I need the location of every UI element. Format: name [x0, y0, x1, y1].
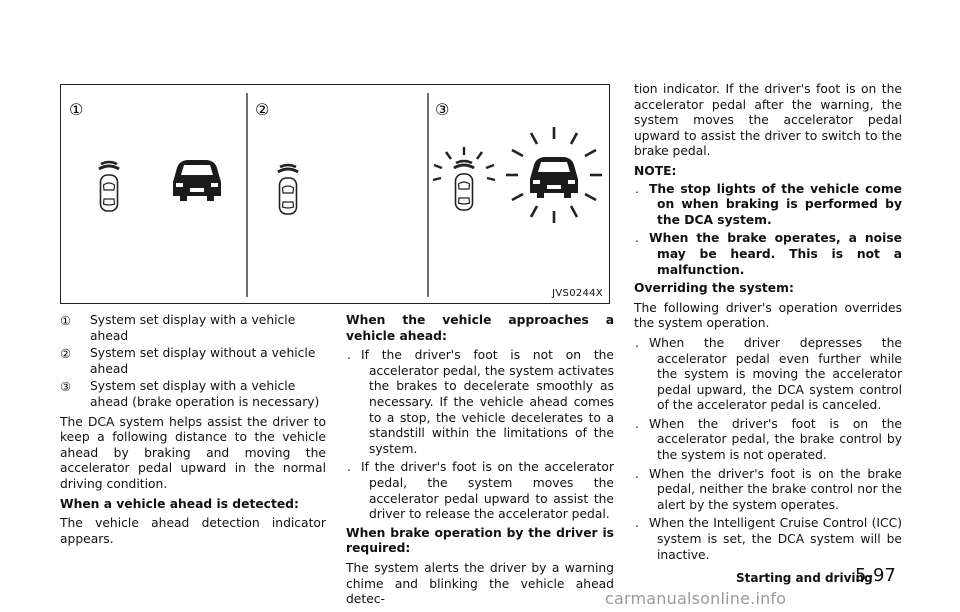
paragraph: The vehicle ahead detection indicator appears. — [60, 516, 326, 546]
watermark: carmanualsonline.info — [605, 589, 787, 608]
vehicle-ahead-warning-icon — [506, 127, 602, 223]
bullet: . — [635, 231, 639, 246]
note-item — [634, 182, 902, 229]
vehicle-ahead-icon — [173, 160, 221, 201]
bullet: . — [635, 466, 639, 481]
panel-marker-1: ① — [69, 100, 84, 119]
caption-marker: ① — [60, 314, 72, 328]
intro-paragraph: The DCA system helps assist the driver to keep a following distance to the vehicle ahead by braking and moving the accelerator pedal upward in the normal driving condition. — [60, 414, 326, 491]
caption-text: System set display without a vehicle ahead — [90, 346, 316, 376]
paragraph: tion indicator. If the driver's foot is on the accelerator pedal after the warning, the system moves the accelerator pedal upward to assist the driver to switch to the brake pedal. — [634, 82, 902, 159]
column-1 — [60, 313, 326, 551]
caption-marker: ③ — [60, 380, 72, 395]
note-label: NOTE: — [634, 163, 677, 178]
page-number: 5-97 — [855, 565, 896, 586]
list-item — [634, 417, 902, 464]
list-item-text: If the driver's foot is not on the accelerator pedal, the system activates the brakes to decelerate smoothly as necessary. If the vehicle ahead comes to a stop, the vehicle decelerates to a standstill within the limitations of the system. — [361, 348, 614, 456]
paragraph: The system alerts the driver by a warning chime and blinking the vehicle ahead detec- — [346, 560, 614, 607]
bullet: . — [635, 516, 639, 531]
section-heading: Overriding the system: — [634, 281, 794, 296]
list-item — [634, 516, 902, 563]
panel-marker-3: ③ — [435, 100, 450, 119]
footer-section-title: Starting and driving — [736, 571, 873, 585]
vehicle-ahead-indicator-icon — [99, 162, 119, 211]
bullet: . — [347, 460, 351, 475]
dca-illustration — [60, 84, 610, 304]
caption-marker: ② — [60, 347, 72, 362]
section-heading: When a vehicle ahead is detected: — [60, 496, 299, 511]
column-3 — [634, 82, 902, 566]
note-text: The stop lights of the vehicle come on when braking is performed by the DCA system. — [649, 181, 902, 227]
caption-item — [60, 346, 326, 377]
caption-text: System set display with a vehicle ahead — [90, 313, 296, 343]
caption-text: System set display with a vehicle ahead (brake operation is necessary) — [90, 379, 320, 409]
bullet: . — [635, 335, 639, 350]
figure-code: JVS0244X — [552, 288, 603, 299]
column-2 — [346, 313, 614, 612]
list-item — [634, 336, 902, 414]
vehicle-ahead-indicator-icon — [278, 165, 298, 214]
list-item — [634, 467, 902, 514]
list-item — [346, 460, 614, 522]
list-item-text: When the driver's foot is on the brake pedal, neither the brake control nor the alert by the system operates. — [649, 466, 902, 512]
note-text: When the brake operates, a noise may be heard. This is not a malfunction. — [649, 231, 902, 277]
caption-item — [60, 313, 326, 344]
list-item-text: When the driver's foot is on the accelerator pedal, the brake control by the system is not operated. — [649, 416, 902, 463]
section-heading: When brake operation by the driver is required: — [346, 525, 614, 556]
list-item-text: When the Intelligent Cruise Control (ICC) system is set, the DCA system will be inactive. — [649, 516, 902, 562]
blinking-indicator-icon — [433, 147, 495, 210]
bullet: . — [635, 181, 639, 196]
caption-item — [60, 379, 326, 410]
section-heading: When the vehicle approaches a vehicle ahead: — [346, 313, 614, 343]
dca-diagram — [61, 85, 611, 305]
list-item-text: When the driver depresses the accelerator pedal even further while the system is moving the accelerator pedal upward, the DCA system control of the accelerator pedal is canceled. — [649, 335, 902, 413]
list-item — [346, 348, 614, 457]
paragraph: The following driver's operation overrides the system operation. — [634, 300, 902, 331]
note-item — [634, 231, 902, 278]
bullet: . — [635, 416, 639, 431]
bullet: . — [347, 348, 351, 363]
list-item-text: If the driver's foot is on the accelerator pedal, the system moves the accelerator pedal upward to assist the driver to release the accelerator pedal. — [361, 460, 614, 522]
panel-marker-2: ② — [255, 100, 270, 119]
